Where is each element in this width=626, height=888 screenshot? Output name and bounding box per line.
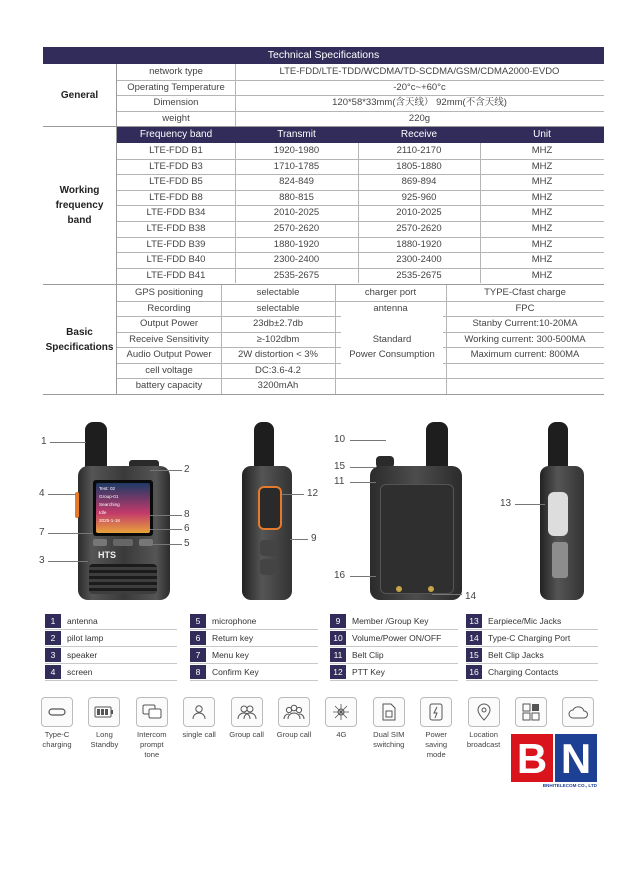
feature-item: Location broadcast bbox=[464, 697, 504, 750]
legend-text: pilot lamp bbox=[67, 633, 104, 643]
basic-row: GPS positioning selectable charger port TYPE-Cfast charge bbox=[117, 285, 604, 302]
frequency-row: LTE-FDD B1 1920-1980 2110-2170 MHZ bbox=[117, 143, 604, 160]
basic-row: Output Power 23db±2.7db Stanby Current:10-20MA bbox=[117, 316, 604, 333]
frequency-header-row: Frequency band Transmit Receive Unit bbox=[117, 127, 604, 143]
legend-item bbox=[330, 665, 458, 681]
feature-item: 4G bbox=[321, 697, 361, 740]
legend-item bbox=[45, 631, 177, 647]
feature-item bbox=[511, 697, 551, 730]
radio-back-view bbox=[368, 422, 464, 602]
frequency-row: LTE-FDD B8 880-815 925-960 MHZ bbox=[117, 190, 604, 207]
frequency-row: LTE-FDD B3 1710-1785 1805-1880 MHZ bbox=[117, 159, 604, 176]
legend-text: Type-C Charging Port bbox=[488, 633, 571, 643]
legend-column bbox=[45, 614, 177, 677]
legend-number: 8 bbox=[190, 665, 206, 679]
feature-item: single call bbox=[179, 697, 219, 740]
legend-text: screen bbox=[67, 667, 93, 677]
grid-icon bbox=[515, 697, 547, 727]
basic-row: cell voltage DC:3.6-4.2 bbox=[117, 363, 604, 380]
callout-6: 6 bbox=[184, 523, 190, 534]
feature-item: Long Standby bbox=[84, 697, 124, 750]
general-row: network type LTE-FDD/LTE-TDD/WCDMA/TD-SCDMA/GSM/CDMA2000-EVDO bbox=[117, 64, 604, 81]
legend-number: 2 bbox=[45, 631, 61, 645]
legend-item bbox=[330, 631, 458, 647]
legend-text: Return key bbox=[212, 633, 254, 643]
callout-8: 8 bbox=[184, 509, 190, 520]
speaker-grille bbox=[89, 564, 157, 594]
callout-2: 2 bbox=[184, 464, 190, 475]
feature-item: Group call bbox=[227, 697, 267, 740]
legend-number: 15 bbox=[466, 648, 482, 662]
legend-text: PTT Key bbox=[352, 667, 385, 677]
battery-icon bbox=[88, 697, 120, 727]
frequency-row: LTE-FDD B38 2570-2620 2570-2620 MHZ bbox=[117, 221, 604, 238]
legend-item bbox=[466, 614, 598, 630]
4g-icon bbox=[325, 697, 357, 727]
screen: Test: 02 Group-01 Searching Idle 2025-1-16 bbox=[93, 480, 153, 536]
basic-row: Receive Sensitivity ≥-102dbm Working current: 300-500MA bbox=[117, 332, 604, 349]
frequency-row: LTE-FDD B40 2300-2400 2300-2400 MHZ bbox=[117, 252, 604, 269]
device-illustrations bbox=[0, 410, 626, 610]
single-user-icon bbox=[183, 697, 215, 727]
basic-section bbox=[43, 285, 604, 395]
basic-row: Recording selectable antenna FPC bbox=[117, 301, 604, 318]
ptt-key bbox=[258, 486, 282, 530]
general-group-label: General bbox=[43, 64, 117, 126]
feature-item: Type-C charging bbox=[37, 697, 77, 750]
callout-4: 4 bbox=[39, 488, 45, 499]
frequency-row: LTE-FDD B41 2535-2675 2535-2675 MHZ bbox=[117, 268, 604, 284]
power-save-icon bbox=[420, 697, 452, 727]
callout-7: 7 bbox=[39, 527, 45, 538]
frequency-row: LTE-FDD B5 824-849 869-894 MHZ bbox=[117, 174, 604, 191]
legend-item bbox=[330, 648, 458, 664]
logo-subtitle: BNHITELECOM CO., LTD bbox=[542, 783, 597, 788]
legend-text: Menu key bbox=[212, 650, 249, 660]
legend-item bbox=[190, 631, 318, 647]
feature-item: Power saving mode bbox=[416, 697, 456, 760]
radio-front-view bbox=[75, 422, 175, 602]
legend-number: 14 bbox=[466, 631, 482, 645]
logo-letter-b: B bbox=[511, 734, 553, 782]
cloud-icon bbox=[562, 697, 594, 727]
legend-number: 3 bbox=[45, 648, 61, 662]
legend-item bbox=[466, 631, 598, 647]
antenna bbox=[85, 422, 107, 470]
legend-text: Member /Group Key bbox=[352, 616, 429, 626]
basic-row: battery capacity 3200mAh bbox=[117, 378, 604, 394]
feature-item bbox=[558, 697, 598, 730]
legend-number: 16 bbox=[466, 665, 482, 679]
callout-3: 3 bbox=[39, 555, 45, 566]
brand-label: HTS bbox=[98, 550, 116, 560]
frequency-section bbox=[43, 127, 604, 285]
legend-text: Confirm Key bbox=[212, 667, 259, 677]
frequency-row: LTE-FDD B34 2010-2025 2010-2025 MHZ bbox=[117, 205, 604, 222]
frequency-group-label: Working frequency band bbox=[43, 127, 117, 284]
legend-item bbox=[466, 665, 598, 681]
general-row: weight 220g bbox=[162, 112, 431, 124]
legend-text: Charging Contacts bbox=[488, 667, 559, 677]
radio-side-view bbox=[240, 422, 296, 602]
legend-number: 12 bbox=[330, 665, 346, 679]
legend-number: 11 bbox=[330, 648, 346, 662]
sim-icon bbox=[373, 697, 405, 727]
usb-c-icon bbox=[41, 697, 73, 727]
callout-10: 10 bbox=[334, 434, 346, 445]
callout-11: 11 bbox=[334, 476, 345, 487]
legend-number: 7 bbox=[190, 648, 206, 662]
legend-item bbox=[45, 648, 177, 664]
callout-12: 12 bbox=[307, 488, 319, 499]
legend-item bbox=[45, 665, 177, 681]
spec-table bbox=[43, 47, 604, 395]
general-section bbox=[43, 64, 604, 127]
location-pin-icon bbox=[468, 697, 500, 727]
callout-5: 5 bbox=[184, 538, 190, 549]
general-row: Dimension 120*58*33mm(含天线） 92mm(不含天线) bbox=[117, 95, 604, 112]
legend-column bbox=[190, 614, 318, 677]
basic-row: Audio Output Power 2W distortion < 3% Maximum current: 800MA bbox=[117, 347, 604, 364]
bn-logo bbox=[511, 734, 597, 790]
legend-text: antenna bbox=[67, 616, 98, 626]
legend-number: 6 bbox=[190, 631, 206, 645]
two-users-icon bbox=[231, 697, 263, 727]
legend-item bbox=[190, 648, 318, 664]
frequency-row: LTE-FDD B39 1880-1920 1880-1920 MHZ bbox=[117, 237, 604, 254]
legend-number: 1 bbox=[45, 614, 61, 628]
legend-text: speaker bbox=[67, 650, 98, 660]
legend-item bbox=[190, 614, 318, 630]
legend-text: Belt Clip bbox=[352, 650, 384, 660]
legend-column bbox=[330, 614, 458, 677]
legend-item bbox=[190, 665, 318, 681]
three-users-icon bbox=[278, 697, 310, 727]
legend-text: microphone bbox=[212, 616, 257, 626]
legend-text: Volume/Power ON/OFF bbox=[352, 633, 442, 643]
callout-1: 1 bbox=[41, 436, 47, 447]
power-consumption-label: Standard Power Consumption bbox=[341, 316, 443, 378]
callout-15: 15 bbox=[334, 461, 346, 472]
spec-title: Technical Specifications bbox=[43, 47, 604, 64]
feature-item: Intercom prompt tone bbox=[132, 697, 172, 760]
legend-number: 4 bbox=[45, 665, 61, 679]
basic-group-label: Basic Specifications bbox=[43, 285, 117, 394]
legend-item bbox=[45, 614, 177, 630]
earpiece-jack-cover bbox=[548, 492, 568, 536]
feature-item: Dual SIM switching bbox=[369, 697, 409, 750]
legend-item bbox=[330, 614, 458, 630]
legend-item bbox=[466, 648, 598, 664]
general-row: Operating Temperature -20°c~+60°c bbox=[117, 80, 604, 97]
feature-item: Group call bbox=[274, 697, 314, 740]
legend-text: Earpiece/Mic Jacks bbox=[488, 616, 562, 626]
logo-letter-n: N bbox=[555, 734, 597, 782]
legend-text: Belt Clip Jacks bbox=[488, 650, 544, 660]
legend-column bbox=[466, 614, 598, 677]
callout-9: 9 bbox=[311, 533, 317, 544]
legend-number: 5 bbox=[190, 614, 206, 628]
legend-number: 10 bbox=[330, 631, 346, 645]
callout-16: 16 bbox=[334, 570, 346, 581]
radio-side-jack-view bbox=[538, 422, 588, 602]
legend-number: 9 bbox=[330, 614, 346, 628]
legend-number: 13 bbox=[466, 614, 482, 628]
callout-13: 13 bbox=[500, 498, 512, 509]
chat-icon bbox=[136, 697, 168, 727]
callout-14: 14 bbox=[465, 591, 477, 602]
